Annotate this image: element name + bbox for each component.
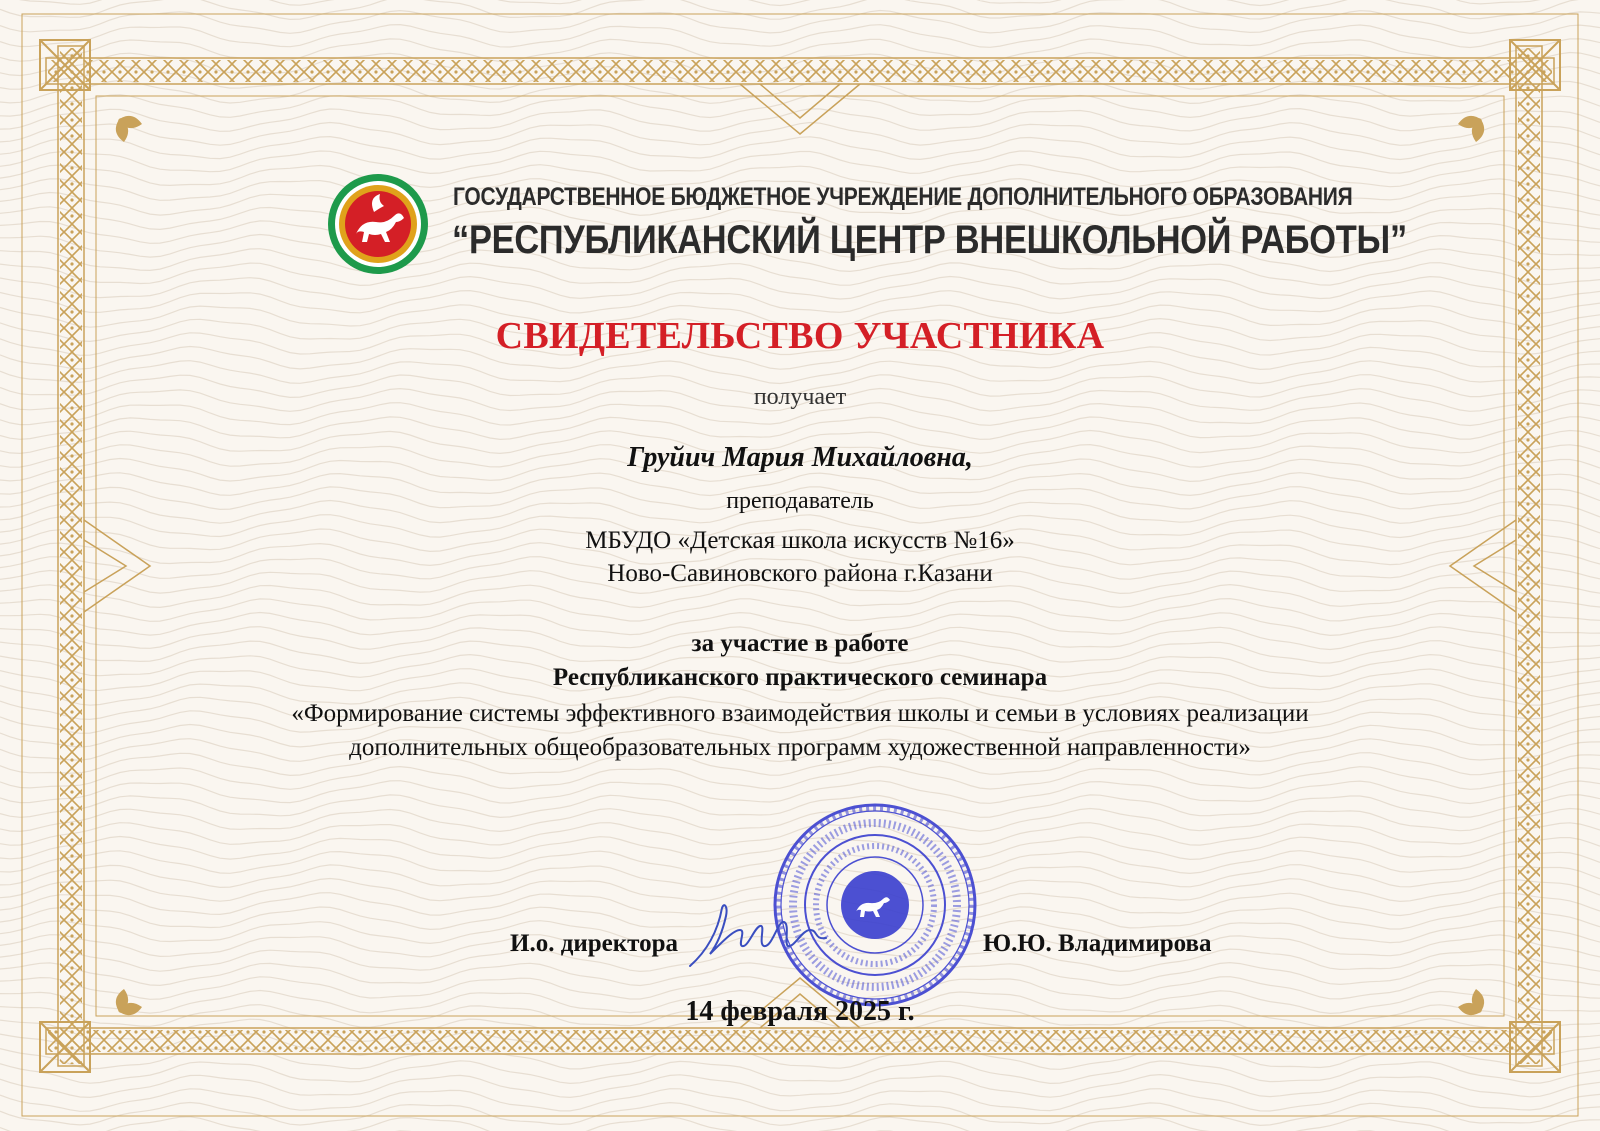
seminar-name: Республиканского практического семинара	[552, 664, 1048, 691]
institution-line-1: МБУДО «Детская школа искусств №16»	[585, 527, 1015, 554]
organization-header	[326, 170, 1407, 270]
recipient-position: преподаватель	[726, 488, 874, 514]
receives-label: получает	[753, 384, 847, 410]
signatory-name: Ю.Ю. Владимирова	[983, 930, 1212, 957]
certificate-title: СВИДЕТЕЛЬСТВО УЧАСТНИКА	[495, 315, 1105, 357]
institution-line-2: Ново-Савиновского района г.Казани	[607, 560, 993, 587]
recipient-name: Груйич Мария Михайловна,	[627, 442, 973, 473]
issue-date: 14 февраля 2025 г.	[685, 996, 915, 1027]
organization-name: “РЕСПУБЛИКАНСКИЙ ЦЕНТР ВНЕШКОЛЬНОЙ РАБОТЫ”	[452, 218, 1407, 262]
organization-type: ГОСУДАРСТВЕННОЕ БЮДЖЕТНОЕ УЧРЕЖДЕНИЕ ДОПОЛНИТЕЛЬНОГО ОБРАЗОВАНИЯ	[453, 183, 1353, 211]
signatory-role: И.о. директора	[510, 930, 679, 957]
participation-label: за участие в работе	[691, 630, 909, 657]
seminar-topic-line-1: «Формирование системы эффективного взаимодействия школы и семьи в условиях реализации	[291, 700, 1309, 727]
seminar-topic-line-2: дополнительных общеобразовательных программ художественной направленности»	[349, 734, 1251, 761]
tatarstan-emblem-icon	[326, 172, 430, 276]
handwritten-signature	[688, 900, 828, 970]
